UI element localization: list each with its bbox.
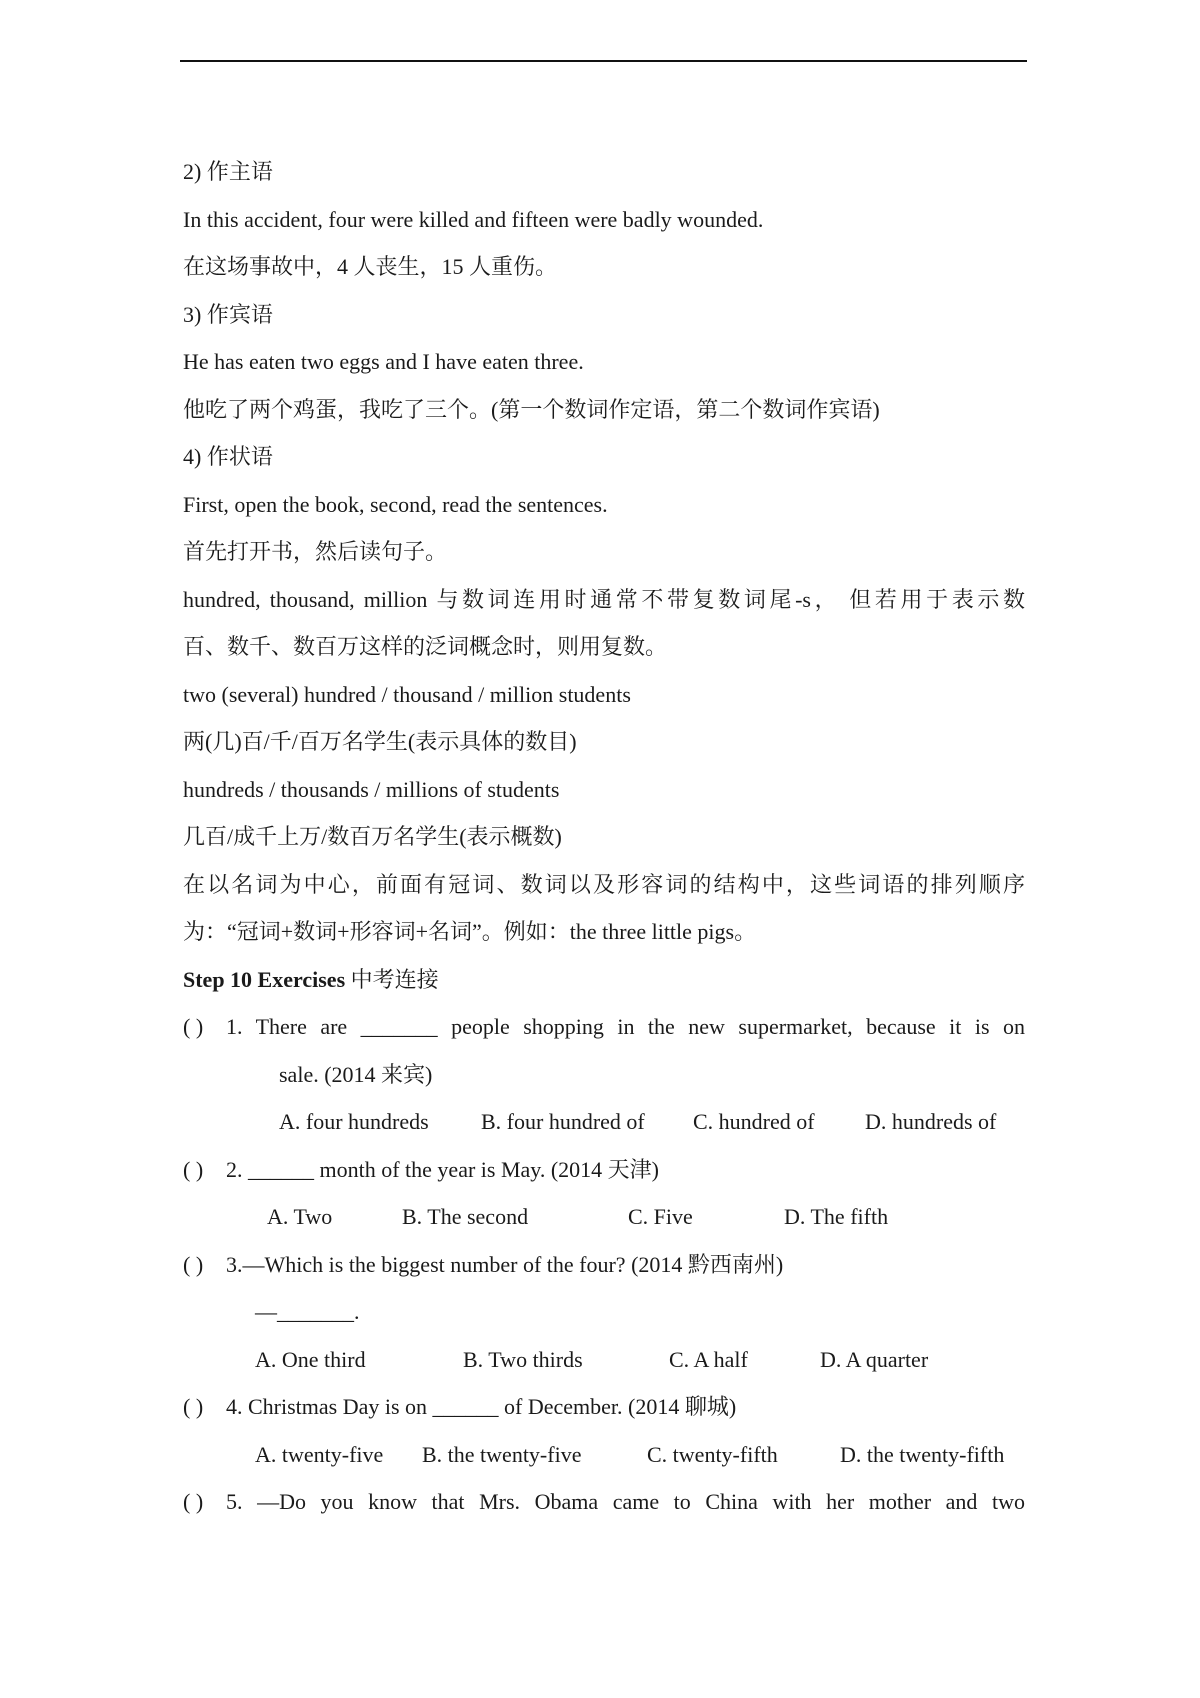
question-text: 4. Christmas Day is on ______ of December. (2014 聊城)	[226, 1394, 737, 1419]
rule-text-4: 为：“冠词+数词+形容词+名词”。例如：the three little pigs。	[183, 919, 757, 944]
question-continuation: —_______.	[255, 1299, 360, 1324]
question-3-options	[183, 1336, 1025, 1384]
option-a: A. twenty-five	[255, 1441, 384, 1467]
example-en-2: He has eaten two eggs and I have eaten three.	[183, 349, 584, 374]
example-en-3: First, open the book, second, read the sentences.	[183, 491, 608, 517]
question-continuation: sale. (2014 来宾)	[279, 1061, 433, 1087]
question-text: 5. —Do you know that Mrs. Obama came to China with her mother and two	[226, 1489, 1025, 1514]
step-heading-rest: 中考连接	[345, 966, 439, 992]
question-text: 3.—Which is the biggest number of the four? (2014 黔西南州)	[226, 1251, 784, 1277]
question-text: 1. There are _______ people shopping in the new supermarket, because it is on	[226, 1014, 1025, 1039]
option-b: B. the twenty-five	[422, 1441, 582, 1467]
option-c: C. A half	[669, 1346, 748, 1372]
option-c: C. twenty-fifth	[647, 1441, 778, 1467]
example-zh-4: 两(几)百/千/百万名学生(表示具体的数目)	[183, 729, 577, 754]
heading-object: 3) 作宾语	[183, 301, 273, 327]
rule-text-3: 在以名词为中心，前面有冠词、数词以及形容词的结构中，这些词语的排列顺序	[183, 871, 1025, 897]
question-1-options	[183, 1098, 1025, 1146]
option-b: B. four hundred of	[481, 1109, 645, 1134]
document-body	[183, 148, 1025, 1526]
example-zh-5: 几百/成千上万/数百万名学生(表示概数)	[183, 824, 562, 849]
rule-text-2: 百、数千、数百万这样的泛词概念时，则用复数。	[183, 634, 668, 659]
option-c: C. Five	[628, 1204, 693, 1229]
question-2	[183, 1146, 1025, 1194]
answer-blank: ( )	[183, 1251, 204, 1277]
header-rule	[180, 60, 1027, 62]
question-1	[183, 1003, 1025, 1051]
option-d: D. hundreds of	[865, 1109, 997, 1134]
question-text: 2. ______ month of the year is May. (2014 天津)	[226, 1156, 660, 1182]
option-d: D. the twenty-fifth	[840, 1441, 1005, 1467]
question-4	[183, 1383, 1025, 1431]
example-en-4: two (several) hundred / thousand / million students	[183, 681, 631, 707]
step-heading	[183, 956, 1025, 1004]
option-b: B. Two thirds	[463, 1346, 583, 1372]
option-a: A. One third	[255, 1346, 366, 1372]
option-d: D. The fifth	[784, 1204, 889, 1229]
heading-subject: 2) 作主语	[183, 159, 273, 184]
example-zh-2: 他吃了两个鸡蛋，我吃了三个。(第一个数词作定语，第二个数词作宾语)	[183, 396, 880, 422]
answer-blank: ( )	[183, 1014, 204, 1039]
option-a: A. four hundreds	[279, 1109, 429, 1134]
answer-blank: ( )	[183, 1156, 204, 1182]
example-en-1: In this accident, four were killed and fifteen were badly wounded.	[183, 206, 764, 232]
option-a: A. Two	[267, 1204, 333, 1229]
example-zh-3: 首先打开书，然后读句子。	[183, 539, 448, 564]
heading-adverbial: 4) 作状语	[183, 444, 273, 469]
option-b: B. The second	[402, 1204, 529, 1229]
example-zh-1: 在这场事故中，4 人丧生，15 人重伤。	[183, 254, 558, 279]
option-d: D. A quarter	[820, 1346, 929, 1372]
question-2-options	[183, 1193, 1025, 1241]
question-4-options	[183, 1431, 1025, 1479]
option-c: C. hundred of	[693, 1109, 815, 1134]
answer-blank: ( )	[183, 1489, 204, 1514]
question-5	[183, 1478, 1025, 1526]
example-en-5: hundreds / thousands / millions of students	[183, 776, 560, 802]
question-3	[183, 1241, 1025, 1289]
step-heading-bold: Step 10 Exercises	[183, 966, 346, 992]
rule-text-1: hundred, thousand, million 与数词连用时通常不带复数词尾-s， 但若用于表示数	[183, 586, 1025, 612]
answer-blank: ( )	[183, 1394, 204, 1419]
